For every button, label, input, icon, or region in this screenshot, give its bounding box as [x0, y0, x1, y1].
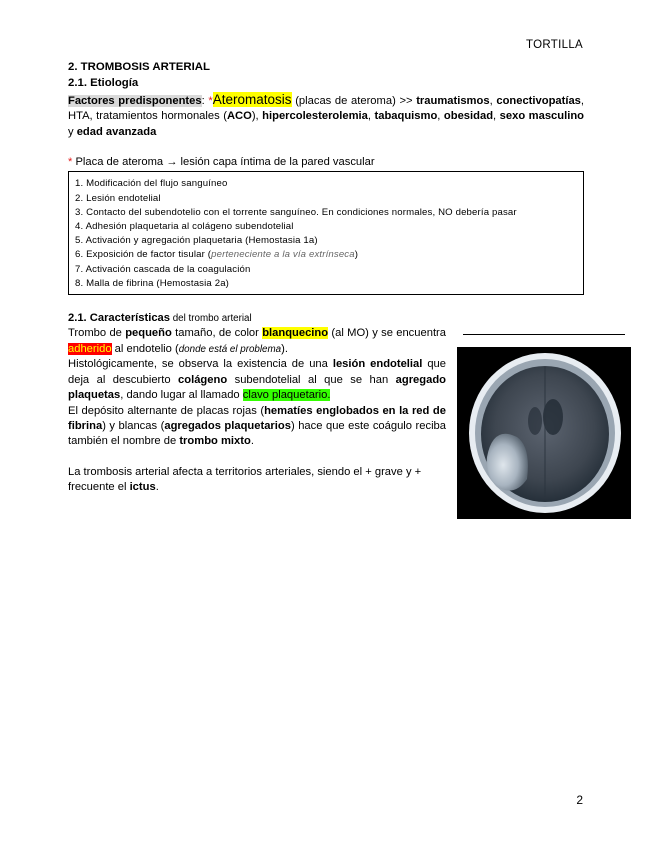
ct-scan-image: [457, 347, 631, 519]
ct-scan-graphic: [457, 347, 631, 519]
step-2: 2. Lesión endotelial: [75, 192, 161, 204]
step-5: 5. Activación y agregación plaquetaria (Hemostasia 1a): [75, 235, 318, 247]
step-1: 1. Modificación del flujo sanguíneo: [75, 178, 228, 190]
factores-label: Factores predisponentes: [68, 94, 202, 107]
section-title: 2. TROMBOSIS ARTERIAL: [68, 61, 210, 73]
caract-paragraph-1: Trombo de pequeño tamaño, de color blanquecino (al MO) y se encuentra adherido al endotelio (donde está el problema).: [68, 327, 446, 355]
page-number: 2: [576, 793, 583, 807]
running-header: TORTILLA: [526, 39, 583, 51]
infarct-region: [487, 434, 528, 491]
pathogenesis-steps-box: [68, 171, 584, 295]
caract-paragraph-2: Histológicamente, se observa la existencia de una lesión endotelial que deja al descubierto colágeno subendotelial al que se han agregado plaquetas, dando lugar al llamado clavo plaquetario.: [68, 358, 446, 402]
step-6: 6. Exposición de factor tisular (perteneciente a la vía extrínseca): [75, 249, 359, 261]
blanquecino-highlight: blanquecino: [262, 327, 329, 340]
caracteristicas-section: [68, 311, 446, 495]
step-4: 4. Adhesión plaquetaria al colágeno subendotelial: [75, 221, 294, 233]
asterisk-mark: *: [208, 94, 213, 107]
clavo-highlight: clavo plaquetario.: [242, 389, 331, 402]
caract-paragraph-4: La trombosis arterial afecta a territorios arteriales, siendo el + grave y + frecuente el ictus.: [68, 465, 422, 494]
adherido-highlight: adherido: [68, 342, 112, 355]
step-8: 8. Malla de fibrina (Hemostasia 2a): [75, 277, 230, 289]
step-3: 3. Contacto del subendotelio con el torrente sanguíneo. En condiciones normales, NO debería pasar: [75, 206, 517, 218]
caract-paragraph-3: El depósito alternante de placas rojas (hematíes englobados en la red de fibrina) y blancas (agregados plaquetarios) hace que este coágulo reciba también el nombre de trombo mixto.: [68, 404, 446, 448]
placa-note: * Placa de ateroma → lesión capa íntima de la pared vascular: [68, 156, 375, 169]
step-7: 7. Activación cascada de la coagulación: [75, 263, 251, 275]
caracteristicas-title: 2.1. Características del trombo arterial: [68, 312, 252, 325]
figure-rule: [463, 334, 625, 335]
ateromatosis-highlight: Ateromatosis: [212, 91, 292, 107]
factores-paragraph: Factores predisponentes: *Ateromatosis (placas de ateroma) >> traumatismos, conectivopatías, HTA, tratamientos hormonales (ACO), hipercolesterolemia, tabaquismo, obesidad, sexo masculino y edad avanzada: [68, 91, 585, 138]
subsection-etiologia: 2.1. Etiología: [68, 77, 139, 90]
